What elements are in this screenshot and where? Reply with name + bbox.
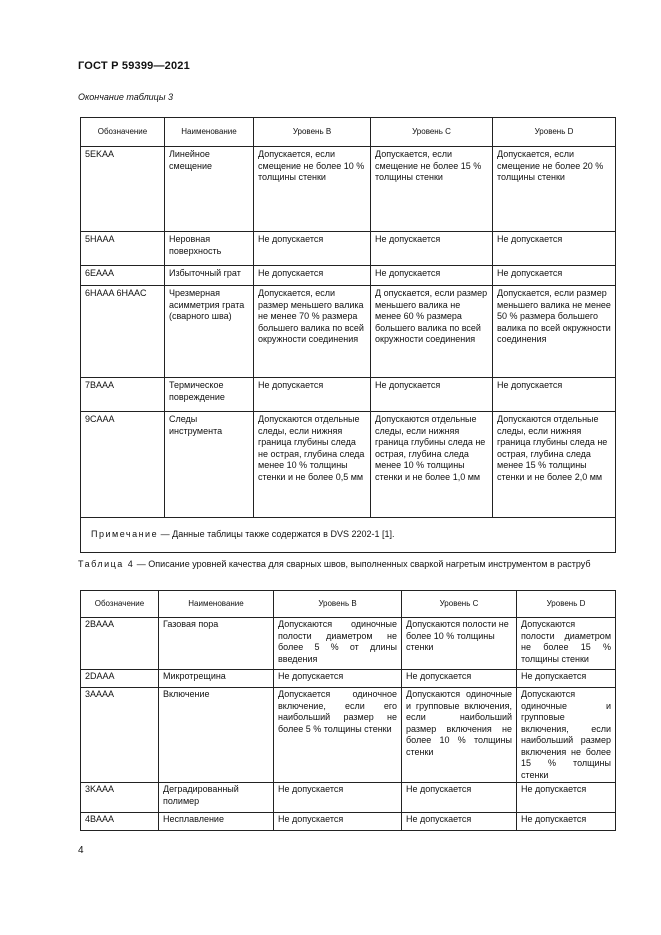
name-cell: Включение: [159, 688, 274, 783]
level-c-cell: Допускаются отдельные следы, если нижняя граница глубины следа не острая, глубина следа менее 10 % толщины стенки и не более 1,0 мм: [371, 412, 493, 518]
name-cell: Следы инструмента: [165, 412, 254, 518]
table-4-caption: [78, 558, 618, 570]
code-cell: 3KAAA: [81, 783, 159, 813]
code-cell: 6EAAA: [81, 266, 165, 286]
level-d-cell: Не допускается: [517, 783, 616, 813]
table-note-row: [81, 518, 616, 553]
level-b-cell: Не допускается: [254, 378, 371, 412]
name-cell: Избыточный грат: [165, 266, 254, 286]
level-d-cell: Не допускается: [517, 670, 616, 688]
code-cell: 2BAAA: [81, 618, 159, 670]
table-4-caption-text: — Описание уровней качества для сварных швов, выполненных сваркой нагретым инструментом в раструб: [134, 559, 591, 569]
name-cell: Несплавление: [159, 813, 274, 831]
level-d-cell: Допускается, если размер меньшего валика не менее 50 % размера большего валика по всей окружности соединения: [493, 286, 616, 378]
level-c-cell: Допускаются полости не более 10 % толщины стенки: [402, 618, 517, 670]
level-b-cell: Допускается одиночное включение, если его наибольший размер не более 5 % толщины стенки: [274, 688, 402, 783]
table-row: [81, 813, 616, 831]
level-c-cell: Не допускается: [371, 232, 493, 266]
level-c-cell: Допускается, если смещение не более 15 % толщины стенки: [371, 147, 493, 232]
level-d-cell: Допускаются отдельные следы, если нижняя граница глубины следа не острая, глубина следа менее 15 % толщины стенки и не более 2,0 мм: [493, 412, 616, 518]
level-b-cell: Не допускается: [274, 783, 402, 813]
table-row: [81, 286, 616, 378]
table-row: [81, 618, 616, 670]
page-number: 4: [78, 845, 84, 856]
name-cell: Газовая пора: [159, 618, 274, 670]
document-header: ГОСТ Р 59399—2021: [78, 60, 190, 72]
table-header-row: [81, 591, 616, 618]
level-c-cell: Не допускается: [402, 670, 517, 688]
table-row: [81, 378, 616, 412]
column-header: Уровень D: [517, 591, 616, 618]
level-d-cell: Допускаются одиночные и групповые включения, если наибольший размер включения не более 15 % толщины стенки: [517, 688, 616, 783]
name-cell: Чрезмерная асимметрия грата (сварного шва): [165, 286, 254, 378]
code-cell: 5HAAA: [81, 232, 165, 266]
level-c-cell: Не допускается: [402, 813, 517, 831]
level-c-cell: Д опускается, если размер меньшего валика не менее 60 % размера большего валика по всей окружности соединения: [371, 286, 493, 378]
code-cell: 5EKAA: [81, 147, 165, 232]
table-4-caption-label: Таблица 4: [78, 559, 135, 569]
code-cell: 6HAAA 6HAAC: [81, 286, 165, 378]
column-header: Уровень C: [371, 118, 493, 147]
table-row: [81, 783, 616, 813]
level-b-cell: Не допускается: [254, 232, 371, 266]
level-d-cell: Не допускается: [493, 378, 616, 412]
level-d-cell: Не допускается: [493, 266, 616, 286]
note-label: Примечание: [91, 529, 159, 540]
code-cell: 2DAAA: [81, 670, 159, 688]
column-header: Уровень B: [254, 118, 371, 147]
level-b-cell: Допускаются одиночные полости диаметром не более 5 % от длины введения: [274, 618, 402, 670]
column-header: Обозначение: [81, 591, 159, 618]
level-b-cell: Допускается, если размер меньшего валика не менее 70 % размера большего валика по всей окружности соединения: [254, 286, 371, 378]
name-cell: Микротрещина: [159, 670, 274, 688]
table-3-continuation-caption: Окончание таблицы 3: [78, 92, 173, 102]
level-c-cell: Допускаются одиночные и групповые включения, если наибольший размер включения не более 10 % толщины стенки: [402, 688, 517, 783]
table-row: [81, 688, 616, 783]
column-header: Уровень C: [402, 591, 517, 618]
name-cell: Термическое повреждение: [165, 378, 254, 412]
level-c-cell: Не допускается: [371, 378, 493, 412]
table-row: [81, 266, 616, 286]
table-row: [81, 232, 616, 266]
code-cell: 3AAAA: [81, 688, 159, 783]
level-c-cell: Не допускается: [371, 266, 493, 286]
name-cell: Линейное смещение: [165, 147, 254, 232]
level-d-cell: Не допускается: [517, 813, 616, 831]
level-d-cell: Не допускается: [493, 232, 616, 266]
table-3: [80, 117, 616, 553]
level-b-cell: Допускаются отдельные следы, если нижняя граница глубины следа не острая, глубина следа менее 10 % толщины стенки и не более 0,5 мм: [254, 412, 371, 518]
code-cell: 9CAAA: [81, 412, 165, 518]
level-d-cell: Допускается, если смещение не более 20 % толщины стенки: [493, 147, 616, 232]
table-note: [81, 518, 616, 553]
level-d-cell: Допускаются полости диаметром не более 15 % толщины стенки: [517, 618, 616, 670]
level-b-cell: Не допускается: [274, 813, 402, 831]
code-cell: 4BAAA: [81, 813, 159, 831]
table-row: [81, 412, 616, 518]
level-b-cell: Не допускается: [274, 670, 402, 688]
column-header: Уровень D: [493, 118, 616, 147]
table-row: [81, 147, 616, 232]
column-header: Обозначение: [81, 118, 165, 147]
level-b-cell: Допускается, если смещение не более 10 % толщины стенки: [254, 147, 371, 232]
note-text: — Данные таблицы также содержатся в DVS 2202-1 [1].: [158, 529, 395, 540]
name-cell: Деградированный полимер: [159, 783, 274, 813]
column-header: Уровень B: [274, 591, 402, 618]
table-4: [80, 590, 616, 831]
table-row: [81, 670, 616, 688]
name-cell: Неровная поверхность: [165, 232, 254, 266]
level-c-cell: Не допускается: [402, 783, 517, 813]
column-header: Наименование: [165, 118, 254, 147]
code-cell: 7BAAA: [81, 378, 165, 412]
column-header: Наименование: [159, 591, 274, 618]
level-b-cell: Не допускается: [254, 266, 371, 286]
table-header-row: [81, 118, 616, 147]
